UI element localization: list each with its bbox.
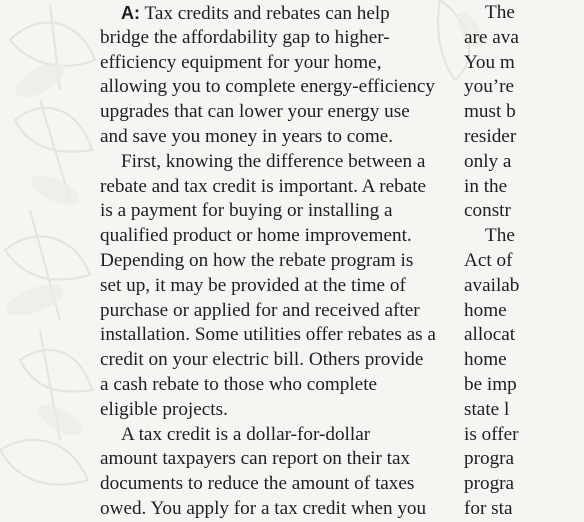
text-line: efficiency equipment for your home,: [100, 51, 382, 73]
text-line: home: [464, 299, 507, 321]
text-line: eligible projects.: [100, 398, 228, 420]
paragraph-answer-intro: [100, 1, 445, 150]
text-line: and save you money in years to come.: [100, 125, 394, 147]
text-line: be imp: [464, 373, 517, 395]
paragraph-right-1: [464, 1, 584, 224]
text-line: you’re: [464, 76, 515, 98]
text-line: progra: [464, 473, 515, 495]
text-line: A tax credit is a dollar-for-dollar: [121, 423, 371, 445]
text-line: upgrades that can lower your energy use: [100, 101, 410, 123]
text-line: [100, 1, 445, 26]
text-line: constr: [464, 200, 511, 222]
paragraph-rebate-definition: [100, 150, 445, 423]
text-line: qualified product or home improvement.: [100, 225, 412, 247]
right-column: [464, 0, 584, 522]
text-line: is offer: [464, 423, 519, 445]
text-line: resider: [464, 125, 517, 147]
answer-label: A:: [121, 3, 140, 23]
text-line: purchase or applied for and received after: [100, 299, 420, 321]
text-line: allocat: [464, 324, 516, 346]
text-line: state l: [464, 398, 510, 420]
text-line: You m: [464, 51, 515, 73]
text-line: The: [485, 225, 515, 247]
text-line: set up, it may be provided at the time of: [100, 274, 406, 296]
text-line: First, knowing the difference between a: [121, 150, 426, 172]
text-line: credit on your electric bill. Others provide: [100, 349, 424, 371]
text-line: progra: [464, 448, 515, 470]
text-line: amount taxpayers can report on their tax: [100, 448, 411, 470]
text-line: owed. You apply for a tax credit when you: [100, 497, 427, 519]
left-column: [100, 0, 445, 522]
text-line: for sta: [464, 497, 513, 519]
text-line: availab: [464, 274, 520, 296]
text-line: installation. Some utilities offer rebates as a: [100, 324, 436, 346]
text-line: bridge the affordability gap to higher-: [100, 26, 390, 48]
text-line: rebate and tax credit is important. A rebate: [100, 175, 427, 197]
text-line: Depending on how the rebate program is: [100, 249, 414, 271]
text-line: in the: [464, 175, 508, 197]
text-line: allowing you to complete energy-efficiency: [100, 76, 435, 98]
text-line: home: [464, 349, 507, 371]
text-line-part: Tax credits and rebates can help: [140, 3, 390, 24]
text-line: must b: [464, 101, 516, 123]
text-line: documents to reduce the amount of taxes: [100, 473, 415, 495]
text-line: only a: [464, 150, 512, 172]
paragraph-right-2: [464, 224, 584, 522]
text-line: Act of: [464, 249, 513, 271]
text-line: a cash rebate to those who complete: [100, 373, 378, 395]
text-line: The: [485, 2, 515, 23]
text-line: are ava: [464, 26, 519, 48]
paragraph-tax-credit-definition: [100, 423, 445, 522]
text-line: is a payment for buying or installing a: [100, 200, 393, 222]
